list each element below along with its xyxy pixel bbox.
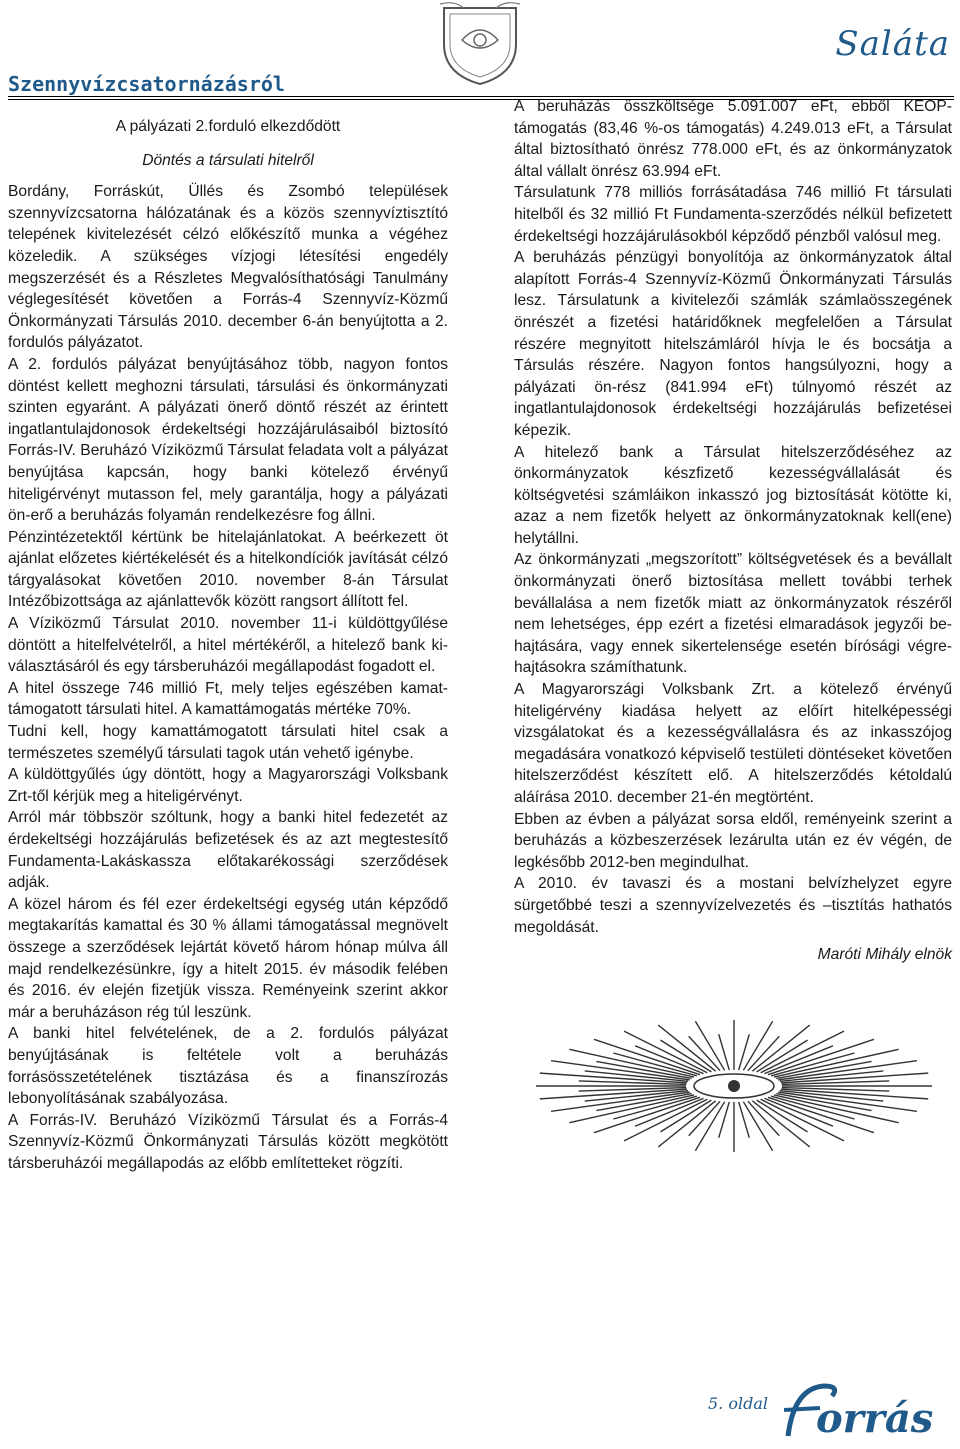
ornament-ray (764, 1098, 833, 1126)
ornament-ray (695, 1021, 724, 1070)
ornament-ray (743, 1021, 772, 1070)
ornament-ray (569, 1049, 694, 1077)
ornament-ray (635, 1098, 704, 1126)
ornament-ray (695, 1102, 724, 1151)
sunburst-ornament-icon (514, 1016, 954, 1156)
paragraph: A hitel összege 746 millió Ft, mely teljes egészében kamat-támogatott társulati hitel. A kamattámogatás mértéke 70%. (8, 679, 448, 719)
article-left-column (8, 116, 448, 1175)
article-subheading: Döntés a társulati hitelről (142, 151, 314, 169)
svg-text:orrás: orrás (816, 1395, 934, 1442)
ornament-ray (774, 1095, 899, 1123)
paragraph: Bordány, Forráskút, Üllés és Zsombó települések szennyvízcsatorna hálózatának és a közös szennyvíztisztító telepének kivitelezését célzó előkészítő munka a végéhez közeledik. A szükséges vízjogi létesítési engedély megszerzését és a Részletes Megvalósíthatósági Tanulmány véglegesítését követően a Forrás-4 Szennyvíz-Közmű Önkormányzati Társulás 2010. december 6-án benyújtotta a 2. fordulós pályázatot. (8, 183, 448, 352)
paragraph: A hitelező bank a Társulat hitelszerződéséhez az önkormányzatok készfizető kezességvállalását és költségvetési számláikon inkasszó jog biztosítását kötötte ki, azaz a nem fizetők helyett az önkormányzatoknak kell(ene) helytállni. (514, 443, 952, 547)
paragraph: A beruházás összköltsége 5.091.007 eFt, ebből KEOP-támogatás (83,46 %-os támogatás) 4.249.013 eFt, a Társulat által biztosítható önrész 778.000 eFt, és az önkormányzatok által vállalt önrész 63.994 eFt. (514, 98, 952, 180)
page-number: 5. oldal (708, 1394, 768, 1413)
paragraph: A Víziközmű Társulat 2010. november 11-i küldöttgyűlése döntött a hitelfelvételről, a hitel mértékéről, a hitelező bank ki-választásáról és egy társberuházói megállapodást fogadott el. (8, 615, 448, 676)
ornament-ray (719, 1034, 730, 1070)
paragraph: A küldöttgyűlés úgy döntött, hogy a Magyarországi Volksbank Zrt-től kérjük meg a hiteligérvényt. (8, 766, 448, 805)
paragraph: A banki hitel felvételének, de a 2. fordulós pályázat benyújtásának is feltétele volt a beruházás forrásösszetételének tisztázása és a finanszírozás lebonyolításának szabályozása. (8, 1025, 448, 1108)
paragraph: Az önkormányzati „megszorított” költségvetések és a bevállalt önkormányzati önerő biztosítása mellett további terhek bevállalása a nem fizetők miatt az önkormányzatok részéről nem lehetséges, épp ezért a fizetési elmaradások jegyzői be-hajtására, vagy ennek sikertelensége esetén bírósági végre-hajtásokra számíthatunk. (514, 551, 952, 677)
paragraph: A 2010. év tavaszi és a mostani belvízhelyzet egyre sürgetőbbé teszi a szennyvízelvezetés és –tisztítás hathatós megoldását. (514, 875, 952, 936)
ornament-ray (624, 1099, 707, 1141)
ornament-ray (761, 1099, 844, 1141)
signature: Maróti Mihály elnök (817, 946, 952, 964)
paragraph: Arról már többször szóltunk, hogy a banki hitel fedezetét az érdekeltségi hozzájárulás befizetések és az azt megtestesítő Fundamenta-Lakáskassza előtakarékossági szerződések adják. (8, 809, 448, 892)
crest-emblem-icon (434, 0, 526, 86)
article-right-column (514, 96, 952, 966)
article-heading: A pályázati 2.forduló elkezdődött (115, 118, 341, 135)
site-title: Saláta (835, 24, 950, 64)
paragraph: A 2. fordulós pályázat benyújtásához több, nagyon fontos döntést kellett meghozni társulati, társulási és önkormányzati szinten egyaránt. A pályázati önerő döntő részét az érintett ingatlantulajdonosok érdekeltségi hozzájárulásaiból biztosító Forrás-IV. Beruházó Víziközmű Társulat feladata volt a pályázat benyújtása kapcsán, hogy banki kötelező érvényű hiteligérvényt mutasson fel, mely garantálja, hogy a pályázati ön-erő a beruházás folyamán rendelkezésre fog állni. (8, 355, 448, 525)
ornament-ray (719, 1102, 730, 1138)
paragraph: Társulatunk 778 milliós forrásátadása 746 millió Ft társulati hitelből és 32 millió Ft Fundamenta-szerződés nélkül befizetett érdekeltségi hozzájárulásokból képződő pénzből valósul meg. (514, 184, 952, 245)
paragraph: A Forrás-IV. Beruházó Víziközmű Társulat és a Forrás-4 Szennyvíz-Közmű Önkormányzati Társulás között megkötött társberuházói megállapodás az előbb említetteket rögzíti. (8, 1111, 448, 1172)
ornament-ray (764, 1046, 833, 1074)
paragraph: Pénzintézetektől kértünk be hitelajánlatokat. A beérkezett öt ajánlat előzetes kiértékelését és a hitelkondíciók javítását célzó tárgyalásokat követően 2010. november 8-án Társulat Intézőbizottsága az ajánlattevők között rangsort állított fel. (8, 528, 448, 611)
ornament-ray (774, 1049, 899, 1077)
ornament-ray (743, 1102, 772, 1151)
paragraph: Tudni kell, hogy kamattámogatott társulati hitel csak a természetes személyű társulati tagok után vehető igénybe. (8, 723, 448, 762)
ornament-ray (739, 1102, 750, 1138)
ornament-ray (635, 1046, 704, 1074)
paragraph: A közel három és fél ezer érdekeltségi egység után képződő megtakarítás kamattal és 30 % állami támogatással megnövelt összege a szerződések lejártát követő három hónap múlva áll majd rendelkezésünkre, így a hitelt 2015. év második felében és 2016. év elején fizetjük vissza. Reményeink szerint akkor már a beruházáson rég túl leszünk. (8, 895, 448, 1021)
paragraph: Ebben az évben a pályázat sorsa eldől, reményeink szerint a beruházás a közbeszerzések lezárulta után ez év végén, de legkésőbb 2012-ben megindulhat. (514, 810, 952, 871)
paragraph: A Magyarországi Volksbank Zrt. a kötelező érvényű hiteligérvény kiadása helyett az előírt hitelképességi vizsgálatokat és a kezességvállalásra és az inkasszójog megadására vonatkozó képviselő testületi döntéseket követően hitelszerződést készített elő. A hitelszerződés kétoldalú aláírása 2010. december 21-én megtörtént. (514, 681, 952, 806)
ornament-ray (761, 1031, 844, 1073)
forras-logo-icon (780, 1380, 956, 1444)
ornament-ray (569, 1095, 694, 1123)
ornament-ray (624, 1031, 707, 1073)
paragraph: A beruházás pénzügyi bonyolítója az önkormányzatok által alapított Forrás-4 Szennyvíz-Közmű Önkormányzati Társulás lesz. Társulatunk a kivitelezői számlák számlaösszegének önrészét a fizetési határidőknek megfelelően a Társulat részére megnyitott hitelszámláról hívja le és bocsátja a Társulás részére. Nagyon fontos hangsúlyozni, hogy a pályázati ön-rész (841.994 eFt) túlnyomó részét az ingatlantulajdonosok érdekeltségi hozzájárulás befizetései képezik. (514, 249, 952, 439)
section-title: Szennyvízcsatornázásról (8, 72, 285, 96)
ornament-ray (739, 1034, 750, 1070)
